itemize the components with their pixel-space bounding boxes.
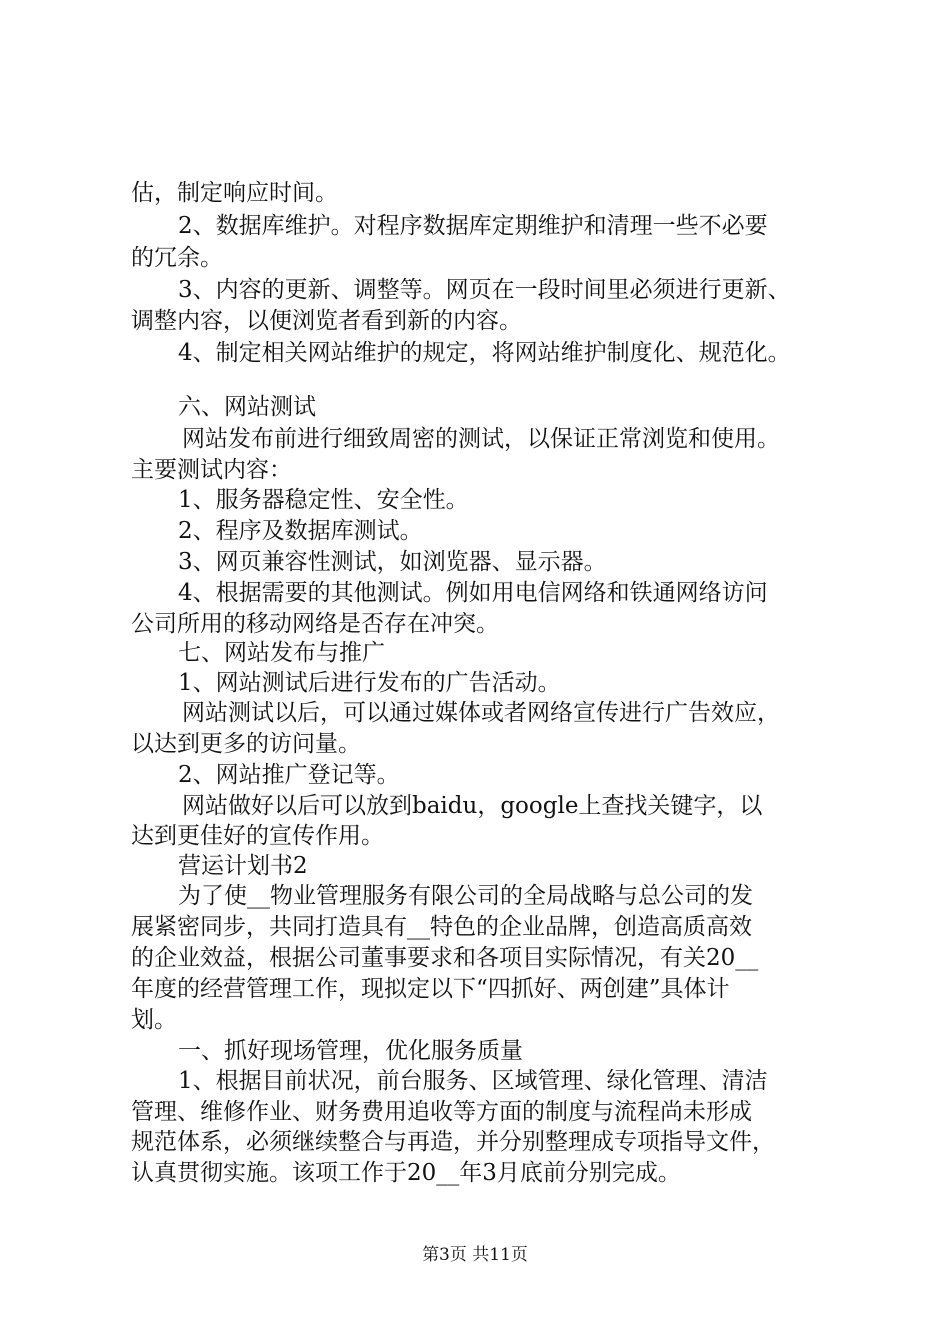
paragraph-line: 网站测试以后，可以通过媒体或者网络宣传进行广告效应， — [182, 700, 780, 726]
paragraph-line: 2、数据库维护。对程序数据库定期维护和清理一些不必要 — [178, 213, 768, 239]
paragraph-line: 公司所用的移动网络是否存在冲突。 — [131, 611, 499, 637]
paragraph-line: 主要测试内容： — [131, 457, 292, 483]
section-heading: 营运计划书2 — [178, 853, 308, 879]
section-heading: 六、网站测试 — [178, 394, 316, 420]
paragraph-line: 展紧密同步，共同打造具有__特色的企业品牌，创造高质高效 — [131, 914, 752, 940]
paragraph-line: 网站发布前进行细致周密的测试，以保证正常浏览和使用。 — [182, 426, 780, 452]
list-item: 4、根据需要的其他测试。例如用电信网络和铁通网络访问 — [178, 580, 768, 606]
paragraph-line: 年度的经营管理工作，现拟定以下“四抓好、两创建”具体计 — [131, 976, 730, 1002]
paragraph-line: 的企业效益，根据公司董事要求和各项目实际情况，有关20__ — [131, 945, 759, 971]
list-item: 2、网站推广登记等。 — [178, 762, 400, 788]
list-item: 2、程序及数据库测试。 — [178, 518, 423, 544]
list-item: 3、网页兼容性测试，如浏览器、显示器。 — [178, 549, 607, 575]
paragraph-line: 以达到更多的访问量。 — [131, 731, 361, 757]
paragraph-line: 网站做好以后可以放到baidu，google上查找关键字，以 — [182, 793, 763, 819]
paragraph-line: 估，制定响应时间。 — [131, 180, 338, 206]
paragraph-line: 管理、维修作业、财务费用追收等方面的制度与流程尚未形成 — [131, 1099, 752, 1125]
paragraph-line: 规范体系，必须继续整合与再造，并分别整理成专项指导文件， — [131, 1129, 775, 1155]
paragraph-line: 达到更佳好的宣传作用。 — [131, 823, 384, 849]
paragraph-line: 3、内容的更新、调整等。网页在一段时间里必须进行更新、 — [178, 277, 791, 303]
list-item: 1、服务器稳定性、安全性。 — [178, 487, 469, 513]
paragraph-line: 的冗余。 — [131, 245, 223, 271]
paragraph-line: 为了使__物业管理服务有限公司的全局战略与总公司的发 — [178, 883, 753, 909]
list-item: 1、网站测试后进行发布的广告活动。 — [178, 670, 561, 696]
section-heading: 一、抓好现场管理，优化服务质量 — [178, 1038, 523, 1064]
section-heading: 七、网站发布与推广 — [178, 640, 385, 666]
paragraph-line: 认真贯彻实施。该项工作于20__年3月底前分别完成。 — [131, 1160, 681, 1186]
list-item: 1、根据目前状况，前台服务、区域管理、绿化管理、清洁 — [178, 1068, 768, 1094]
page-footer: 第3页 共11页 — [422, 1245, 528, 1265]
paragraph-line: 划。 — [131, 1007, 177, 1033]
paragraph-line: 调整内容，以便浏览者看到新的内容。 — [131, 308, 522, 334]
paragraph-line: 4、制定相关网站维护的规定，将网站维护制度化、规范化。 — [178, 340, 791, 366]
